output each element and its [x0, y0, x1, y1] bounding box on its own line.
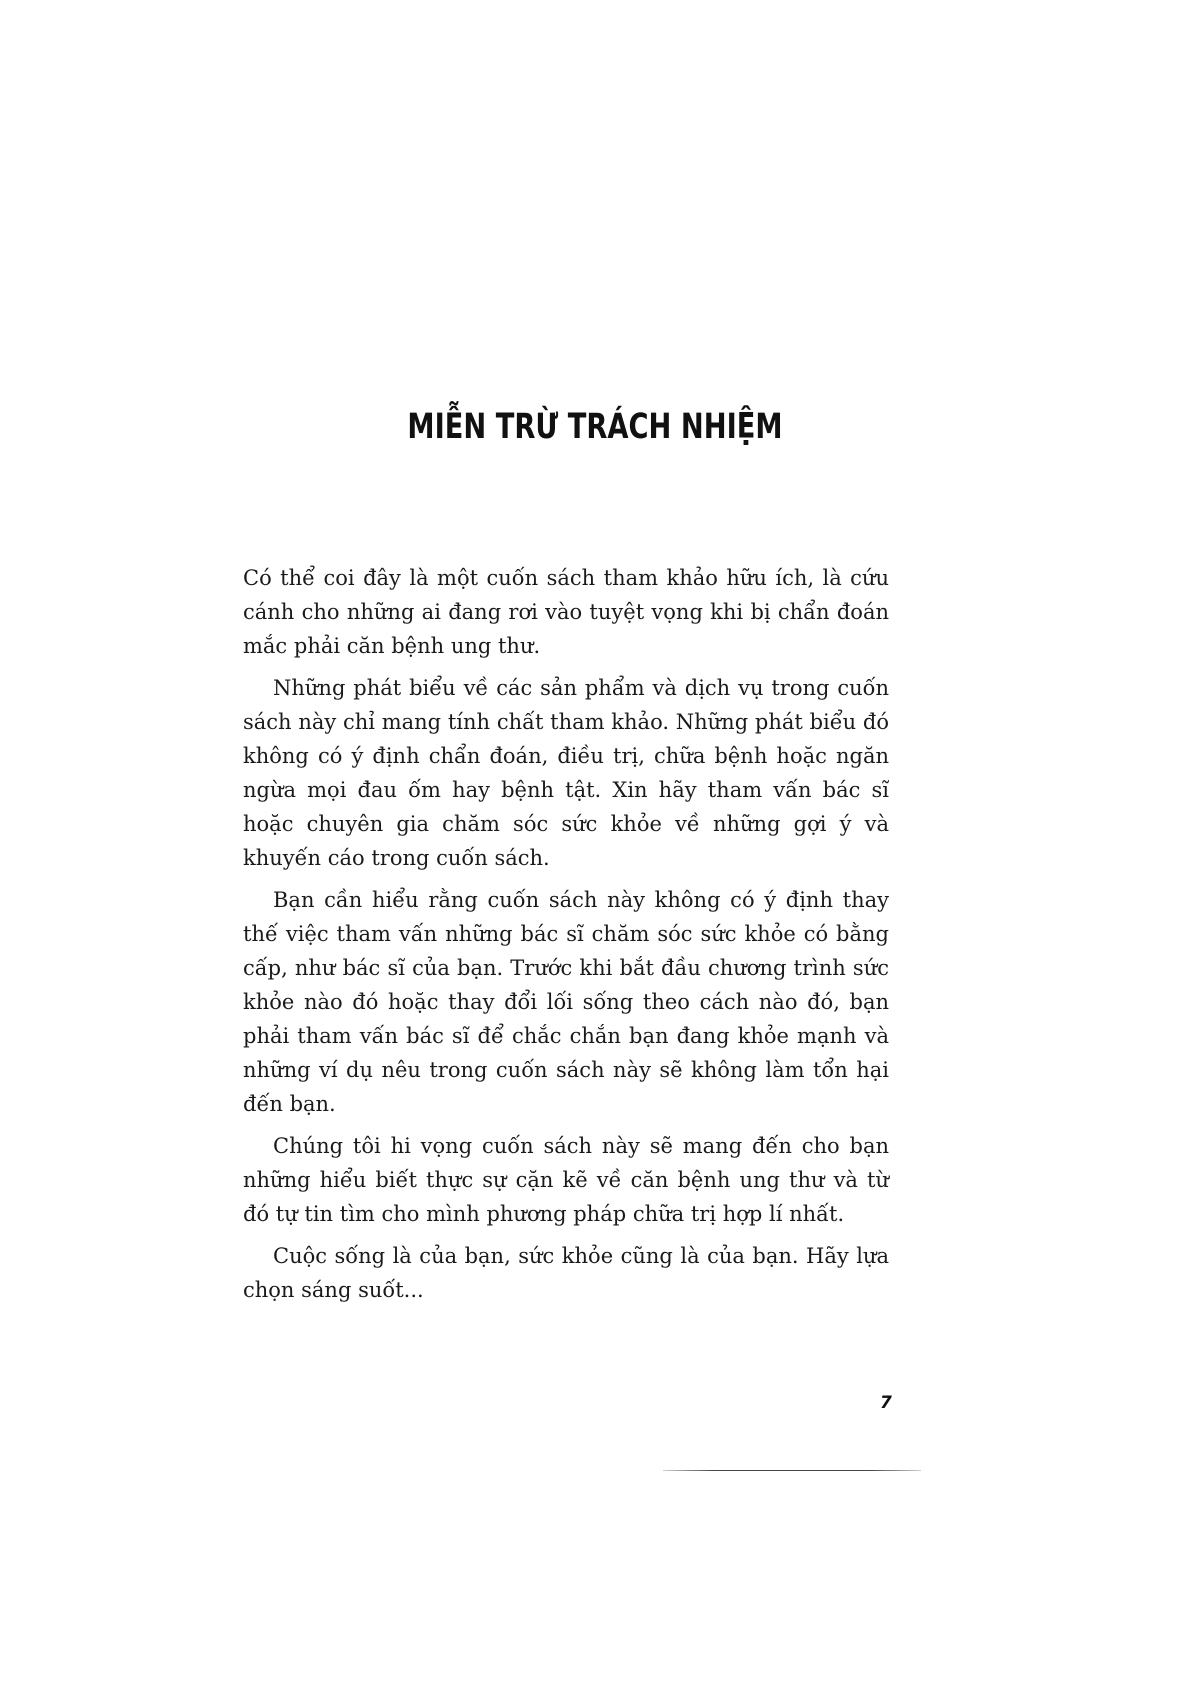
paragraph-3: Bạn cần hiểu rằng cuốn sách này không có ý định thay thế việc tham vấn những bác sĩ chăm sóc sức khỏe có bằng cấp, như bác sĩ của bạn. Trước khi bắt đầu chương trình sức khỏe nào đó hoặc thay đổi lối sống theo cách nào đó, bạn phải tham vấn bác sĩ để chắc chắn bạn đang khỏe mạnh và những ví dụ nêu trong cuốn sách này sẽ không làm tổn hại đến bạn. [243, 888, 889, 1116]
page-title: MIỄN TRỪ TRÁCH NHIỆM [407, 407, 783, 447]
paragraph-4: Chúng tôi hi vọng cuốn sách này sẽ mang đến cho bạn những hiểu biết thực sự cặn kẽ về căn bệnh ung thư và từ đó tự tin tìm cho mình phương pháp chữa trị hợp lí nhất. [243, 1134, 889, 1226]
paragraph-5: Cuộc sống là của bạn, sức khỏe cũng là của bạn. Hãy lựa chọn sáng suốt... [243, 1244, 889, 1302]
footer-rule [663, 1470, 921, 1471]
disclaimer-body [243, 561, 889, 1315]
paragraph-2: Những phát biểu về các sản phẩm và dịch vụ trong cuốn sách này chỉ mang tính chất tham khảo. Những phát biểu đó không có ý định chẩn đoán, điều trị, chữa bệnh hoặc ngăn ngừa mọi đau ốm hay bệnh tật. Xin hãy tham vấn bác sĩ hoặc chuyên gia chăm sóc sức khỏe về những gợi ý và khuyến cáo trong cuốn sách. [243, 676, 889, 870]
page-number: 7 [880, 1393, 892, 1413]
paragraph-1: Có thể coi đây là một cuốn sách tham khảo hữu ích, là cứu cánh cho những ai đang rơi vào tuyệt vọng khi bị chẩn đoán mắc phải căn bệnh ung thư. [243, 566, 889, 658]
